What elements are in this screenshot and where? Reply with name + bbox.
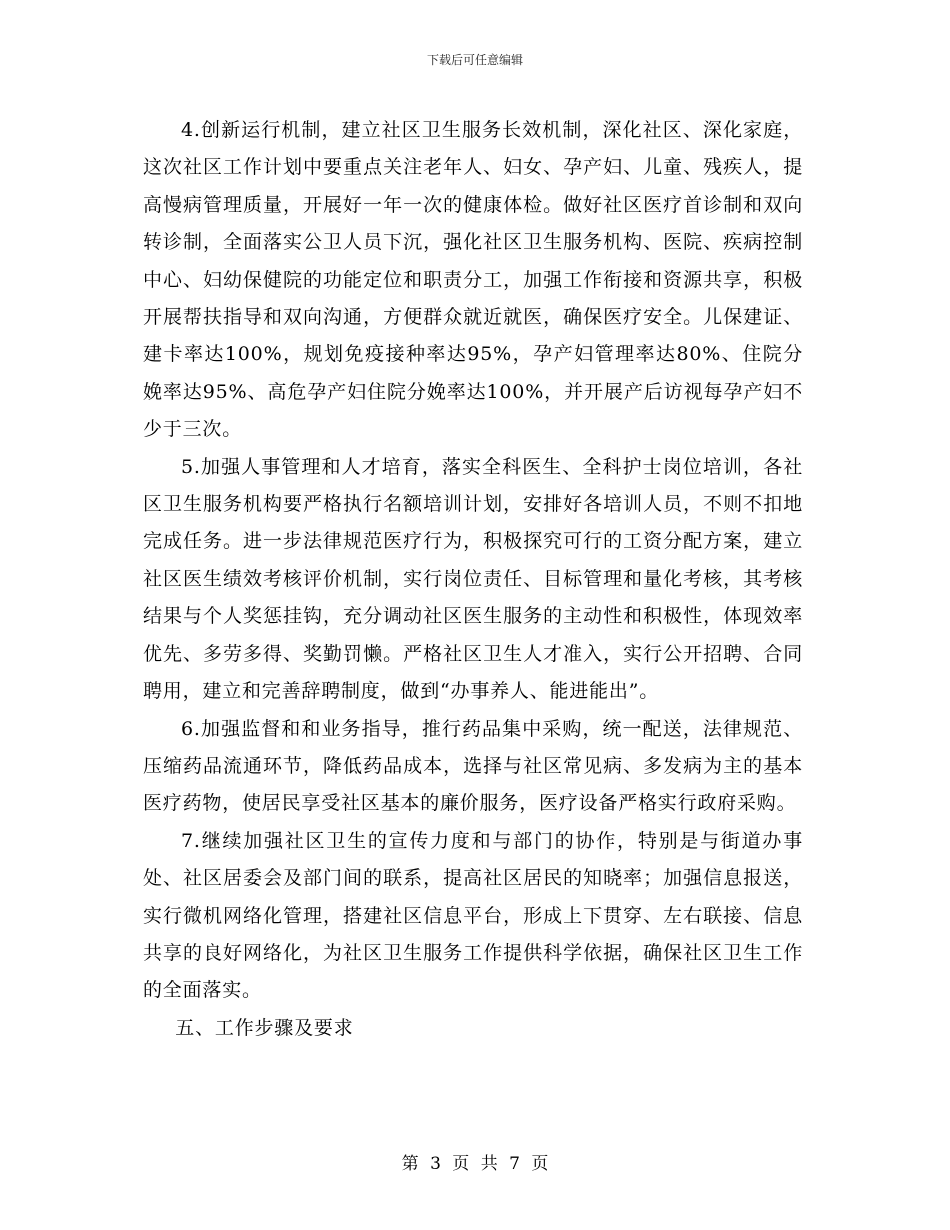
paragraph-item-4: 4.创新运行机制，建立社区卫生服务长效机制，深化社区、深化家庭，这次社区工作计划中要重点关注老年人、妇女、孕产妇、儿童、残疾人，提高慢病管理质量，开展好一年一次的健康体检。做好社区医疗首诊制和双向转诊制，全面落实公卫人员下沉，强化社区卫生服务机构、医院、疾病控制中心、妇幼保健院的功能定位和职责分工，加强工作衔接和资源共享，积极开展帮扶指导和双向沟通，方便群众就近就医，确保医疗安全。儿保建证、建卡率达100%，规划免疫接种率达95%，孕产妇管理率达80%、住院分娩率达95%、高危孕产妇住院分娩率达100%，并开展产后访视每孕产妇不少于三次。 <box>143 119 803 441</box>
paragraph-item-5: 5.加强人事管理和人才培育，落实全科医生、全科护士岗位培训，各社区卫生服务机构要严格执行名额培训计划，安排好各培训人员，不则不扣地完成任务。进一步法律规范医疗行为，积极探究可行的工资分配方案，建立社区医生绩效考核评价机制，实行岗位责任、目标管理和量化考核，其考核结果与个人奖惩挂钩，充分调动社区医生服务的主动性和积极性，体现效率优先、多劳多得、奖勤罚懒。严格社区卫生人才准入，实行公开招聘、合同聘用，建立和完善辞聘制度，做到“办事养人、能进能出”。 <box>143 455 803 703</box>
paragraph-item-7: 7.继续加强社区卫生的宣传力度和与部门的协作，特别是与街道办事处、社区居委会及部门间的联系，提高社区居民的知晓率；加强信息报送，实行微机网络化管理，搭建社区信息平台，形成上下贯穿、左右联接、信息共享的良好网络化，为社区卫生服务工作提供科学依据，确保社区卫生工作的全面落实。 <box>143 829 803 1002</box>
paragraph-item-6: 6.加强监督和和业务指导，推行药品集中采购，统一配送，法律规范、压缩药品流通环节，降低药品成本，选择与社区常见病、多发病为主的基本医疗药物，使居民享受社区基本的廉价服务，医疗设备严格实行政府采购。 <box>143 717 803 815</box>
page-header: 下载后可任意编辑 <box>426 53 523 67</box>
section-heading: 五、工作步骤及要求 <box>175 1016 354 1039</box>
document-body <box>143 112 803 1047</box>
page-footer: 第 3 页 共 7 页 <box>401 1154 549 1174</box>
